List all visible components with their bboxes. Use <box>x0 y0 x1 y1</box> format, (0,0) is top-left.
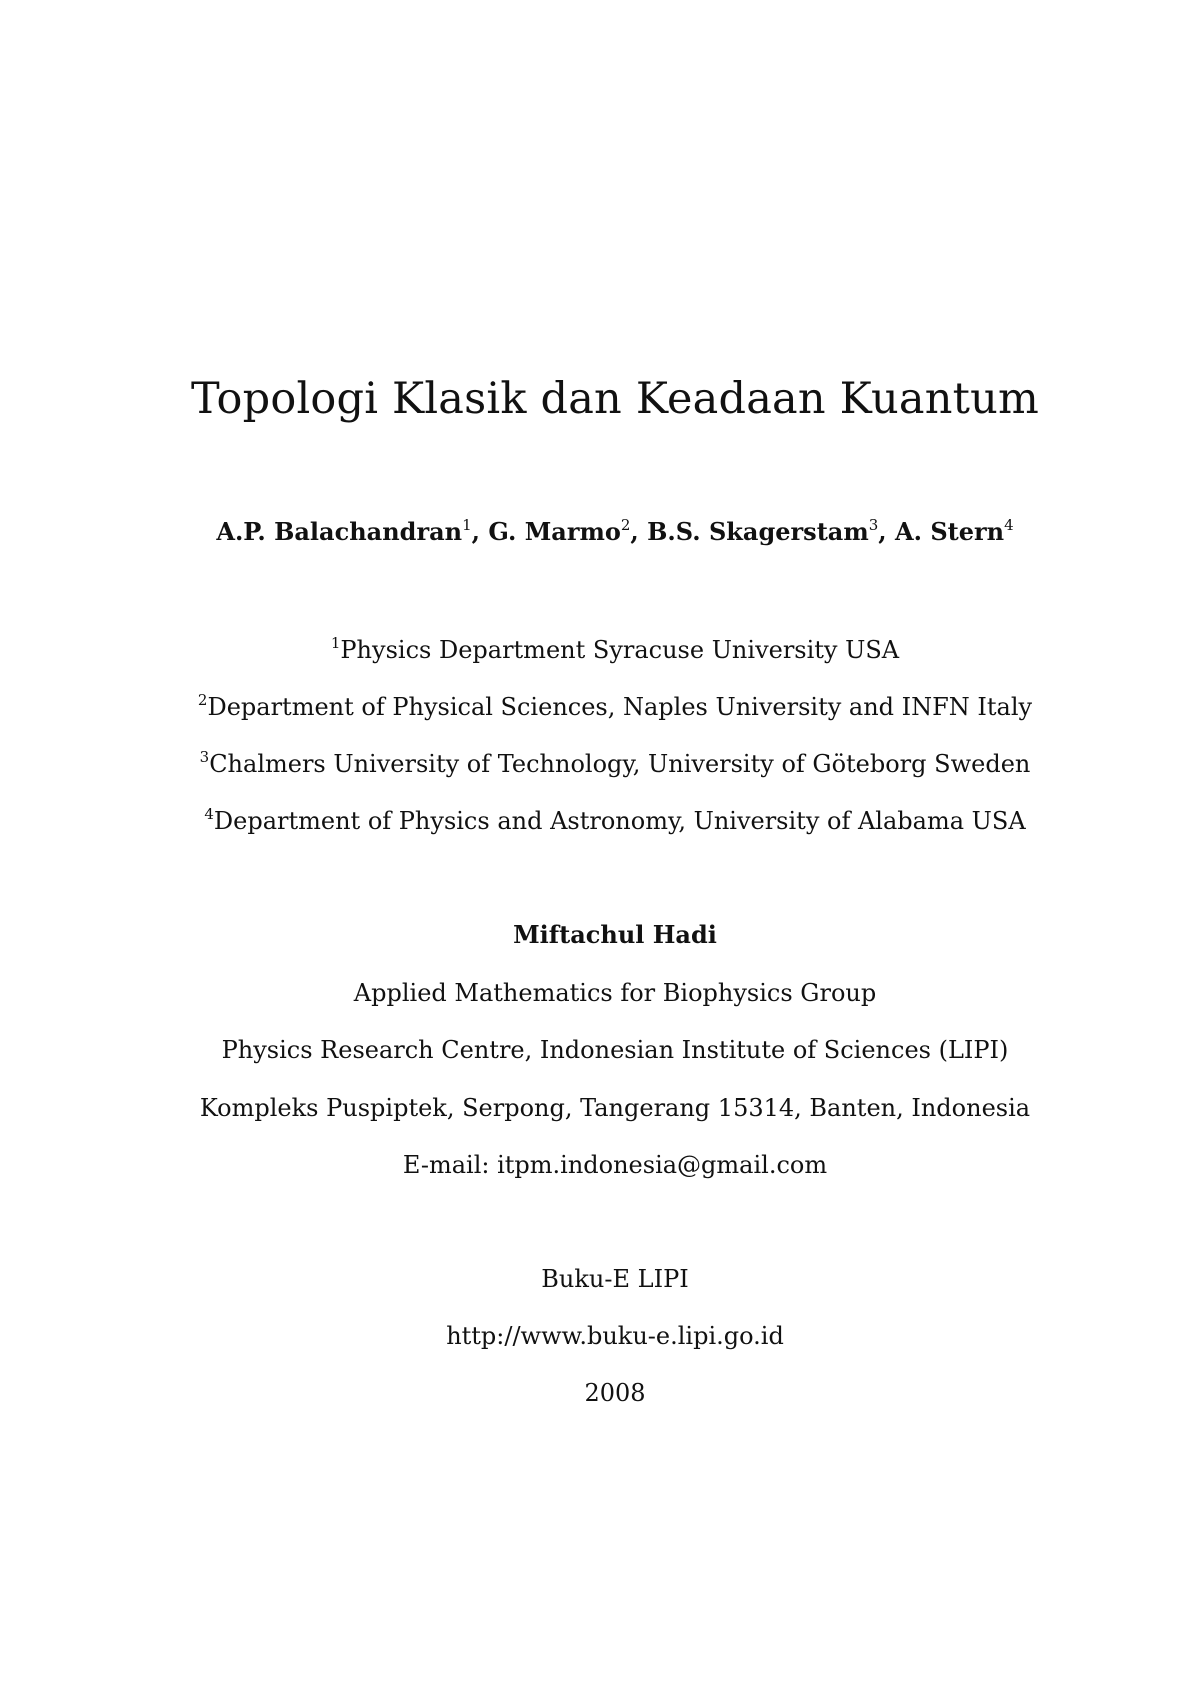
author-list <box>0 516 1190 546</box>
author-separator: , <box>878 517 895 546</box>
affiliation-text: Chalmers University of Technology, University of Göteborg Sweden <box>209 750 1031 778</box>
translator-address: Kompleks Puspiptek, Serpong, Tangerang 15314, Banten, Indonesia <box>199 1094 1031 1122</box>
author-separator: , <box>630 517 648 546</box>
affiliation-line <box>0 748 1190 778</box>
author-name: A.P. Balachandran <box>216 517 463 546</box>
author-separator: , <box>471 517 489 546</box>
affiliation-text: Department of Physics and Astronomy, University of Alabama USA <box>213 807 1026 835</box>
author-affiliation-mark: 4 <box>1004 516 1014 534</box>
affiliation-mark: 3 <box>199 748 210 766</box>
affiliation-line <box>0 691 1190 721</box>
affiliation-line <box>0 805 1190 835</box>
document-title: Topologi Klasik dan Keadaan Kuantum <box>191 374 1039 424</box>
translator-email: E-mail: itpm.indonesia@gmail.com <box>402 1151 828 1179</box>
author-name: G. Marmo <box>488 517 621 546</box>
author-affiliation-mark: 1 <box>462 516 472 534</box>
translator-name: Miftachul Hadi <box>513 920 717 949</box>
affiliation-text: Department of Physical Sciences, Naples University and INFN Italy <box>207 693 1033 721</box>
publisher-name: Buku-E LIPI <box>541 1265 689 1293</box>
affiliation-mark: 1 <box>330 634 341 652</box>
translator-institution: Physics Research Centre, Indonesian Institute of Sciences (LIPI) <box>221 1036 1009 1064</box>
affiliation-mark: 4 <box>204 805 214 823</box>
author-name: A. Stern <box>894 517 1005 546</box>
author-affiliation-mark: 2 <box>620 516 631 534</box>
affiliation-mark: 2 <box>197 691 208 709</box>
author-affiliation-mark: 3 <box>868 516 879 534</box>
publication-year: 2008 <box>584 1379 646 1407</box>
translator-group: Applied Mathematics for Biophysics Group <box>353 979 877 1007</box>
publisher-url: http://www.buku-e.lipi.go.id <box>446 1322 784 1350</box>
affiliation-line <box>0 634 1190 664</box>
author-name: B.S. Skagerstam <box>647 517 869 546</box>
affiliation-text: Physics Department Syracuse University USA <box>340 636 900 664</box>
